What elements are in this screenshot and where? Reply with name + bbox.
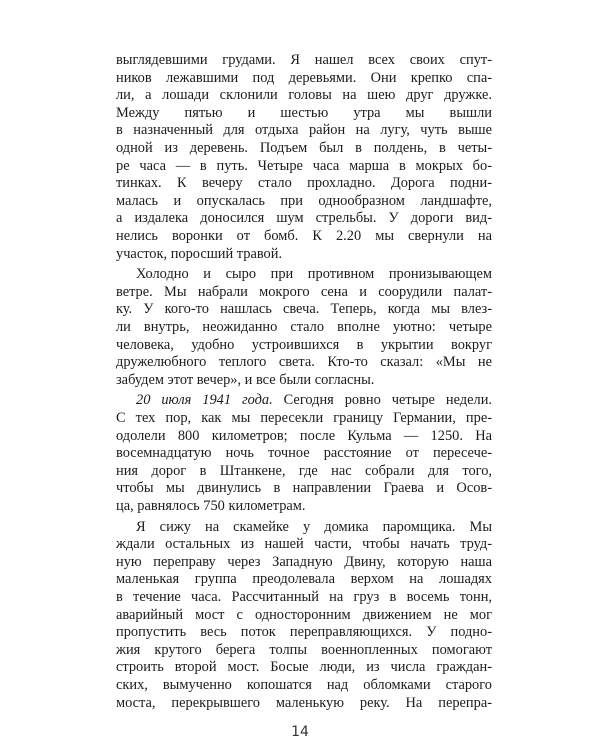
text-line: ли внутрь, неожиданно стало вполне уютно: четыре [116,319,492,335]
text-line: нелись воронки от бомб. К 2.20 мы свернули на [116,228,492,244]
text-line: участок, поросший травой. [116,245,283,262]
text-line: человека, удобно устроившихся в укрытии вокруг [116,336,492,353]
text-line: ную переправу через Западную Двину, которую наша [116,553,492,570]
text-line: С тех пор, как мы пересекли границу Германии, пре- [116,410,492,426]
text-line: одолели 800 километров; после Кульма — 1250. На [116,427,492,444]
text-line: ре часа — в путь. Четыре часа марша в мокрых бо- [116,157,492,174]
text-line: чтобы мы двинулись в направлении Граева и Осов- [116,480,492,497]
text-line: Холодно и сыро при противном пронизывающем [136,266,492,283]
text-line: одной из деревень. Подъем был в полдень, в четы- [116,140,492,156]
text-line: 20 июля 1941 года. Сегодня ровно четыре недели. [136,392,492,409]
text-line: строить второй мост. Босые люди, из числа граждан- [116,659,492,676]
text-line: ку. У кого-то нашлась свеча. Теперь, когда мы влез- [116,301,492,318]
text-line: пропустить весь поток переправляющихся. У подно- [116,624,492,641]
text-line: ветре. Мы набрали мокрого сена и соорудили палат- [116,283,492,300]
text-line: ждали остальных из нашей части, чтобы начать труд- [116,536,492,553]
text-line: ца, равнялось 750 километрам. [116,498,306,514]
text-line: жия крутого берега толпы военнопленных помогают [116,641,492,658]
date-heading: 20 июля 1941 года. [136,392,273,409]
text-line: ников лежавшими под деревьями. Они крепко спа- [116,69,492,86]
text-line: в течение часа. Рассчитанный на груз в восемь тонн, [116,589,492,605]
page-number: 14 [291,724,309,741]
text-line: маленькая группа преодолевала верхом на лошадях [116,571,492,588]
text-line: забудем этот вечер», и все были согласны. [116,371,375,388]
text-line: ния дорог в Штанкене, где нас собрали для того, [116,462,492,479]
text-line: Между пятью и шестью утра мы вышли [116,104,492,121]
text-line: в назначенный для отдыха район на лугу, чуть выше [116,122,492,139]
text-line: малась и опускалась при однообразном ландшафте, [116,192,492,209]
text-line: аварийный мост с односторонним движением не мог [116,606,492,623]
text-line: тинках. К вечеру стало прохладно. Дорога подни- [116,175,492,192]
text-line: ских, вымученно копошатся над обломками старого [116,677,492,693]
text-line: Я сижу на скамейке у домика паромщика. Мы [136,518,492,535]
text-line: восемнадцатую ночь точное расстояние от пересече- [116,445,492,462]
text-line: а издалека доносился шум стрельбы. У дороги вид- [116,210,492,227]
text-line: ли, а лошади склонили головы на шею друг дружке. [116,87,492,104]
text-line: выглядевшими грудами. Я нашел всех своих спут- [116,52,492,68]
text-line: моста, перекрывшего маленькую реку. На перепра- [116,694,492,711]
text-line: дружелюбного теплого света. Кто-то сказал: «Мы не [116,354,492,371]
